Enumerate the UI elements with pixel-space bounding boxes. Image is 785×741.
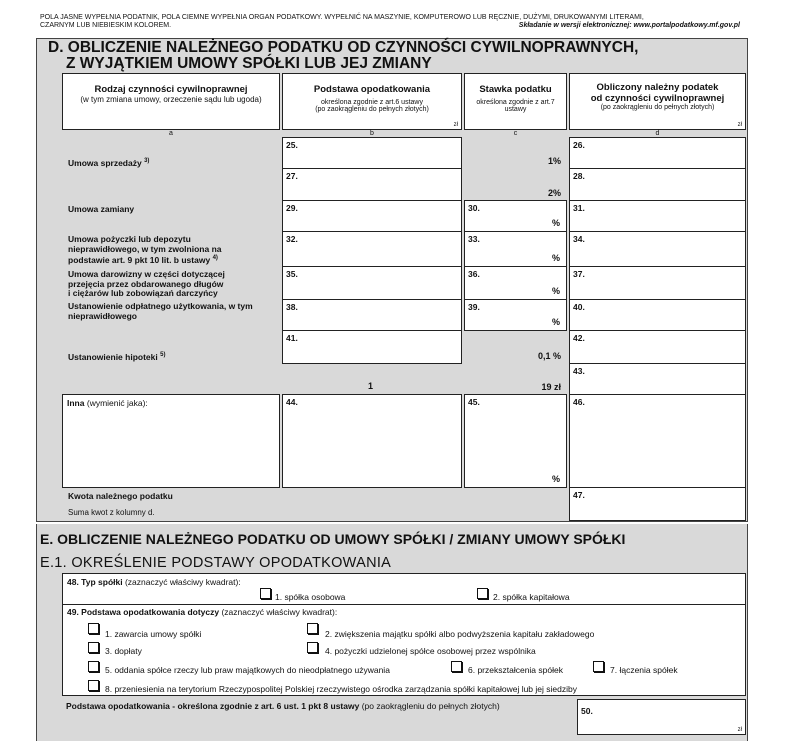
checkbox-q49-3[interactable] (88, 642, 99, 653)
checkbox-spolka-kapitalowa[interactable] (477, 588, 488, 599)
field-37[interactable]: 37. (569, 266, 746, 300)
field-50[interactable]: 50. zł (577, 699, 746, 735)
rate-hipoteka: 0,1 % (537, 351, 561, 361)
column-c-header: Stawka podatku określona zgodnie z art.7 ustawy (464, 73, 567, 130)
field-36[interactable]: 36. % (464, 266, 567, 300)
row-label-pozyczka: Umowa pożyczki lub depozytu nieprawidłowego, w tym zwolniona na podstawie art. 9 pkt 10 lit. b ustawy $^{4)}$ (68, 234, 222, 265)
field-46[interactable]: 46. (569, 394, 746, 488)
form-instructions (40, 14, 740, 30)
q49-box: 49. Podstawa opodatkowania dotyczy (zaznaczyć właściwy kwadrat): 1. zawarcia umowy spółki 2. zwiększenia majątku spółki albo podwyższenia kapitału zakładowego 3. dopłaty 4. pożyczki udzielonej spółce osobowej przez wspólnika 5. oddania spółce rzeczy lub praw majątkowych do nieodpłatnego używania 6. przekształcenia spółek 7. łączenia spółek 8. przeniesienia na terytorium Rzeczypospolitej Polskiej rzeczywistego ośrodka zarządzania spółki kapitałowej lub jej siedziby (62, 604, 746, 696)
checkbox-q49-2[interactable] (307, 623, 318, 634)
instructions-line-1: POLA JASNE WYPEŁNIA PODATNIK, POLA CIEMNE WYPEŁNIA ORGAN PODATKOWY. WYPEŁNIĆ NA MASZYNIE, KOMPUTEROWO LUB RĘCZNIE, DUŻYMI, DRUKOWANYMI LITERAMI, (40, 14, 644, 21)
q48-box: 48. Typ spółki (zaznaczyć właściwy kwadrat): 1. spółka osobowa 2. spółka kapitałowa (62, 573, 746, 605)
checkbox-q49-7[interactable] (593, 661, 604, 672)
field-47[interactable]: 47. (569, 487, 746, 521)
row-label-kwota: Kwota należnego podatku Suma kwot z kolumny d. (68, 491, 173, 517)
column-letter-b: b (370, 130, 374, 137)
field-40[interactable]: 40. (569, 299, 746, 331)
row-label-zamiana: Umowa zamiany (68, 204, 135, 214)
option-spolka-osobowa: 1. spółka osobowa (275, 592, 346, 602)
field-28[interactable]: 28. (569, 168, 746, 201)
checkbox-q49-8[interactable] (88, 680, 99, 691)
checkbox-q49-1[interactable] (88, 623, 99, 634)
field-42[interactable]: 42. (569, 330, 746, 364)
instructions-line-2: CZARNYM LUB NIEBIESKIM KOLOREM. (40, 22, 172, 29)
hipoteka-base: 1 (368, 381, 374, 391)
rate-1pct: 1% (547, 156, 561, 166)
field-41[interactable]: 41. (282, 330, 462, 364)
checkbox-q49-6[interactable] (451, 661, 462, 672)
section-e-title: E. OBLICZENIE NALEŻNEGO PODATKU OD UMOWY SPÓŁKI / ZMIANY UMOWY SPÓŁKI (40, 531, 626, 547)
column-letter-c: c (513, 130, 518, 137)
column-b-header: Podstawa opodatkowania określona zgodnie z art.6 ustawy (po zaokrągleniu do pełnych złotych) zł (282, 73, 462, 130)
column-letter-a: a (169, 130, 173, 137)
column-letter-d: d (655, 130, 660, 137)
row-label-uzytkowanie: Ustanowienie odpłatnego użytkowania, w tym nieprawidłowego (68, 301, 253, 321)
field-inna-description[interactable]: Inna (wymienić jaka): (62, 394, 280, 488)
field-27[interactable]: 27. (282, 168, 462, 201)
field-43[interactable]: 43. (569, 363, 746, 395)
field-39[interactable]: 39. % (464, 299, 567, 331)
electronic-submission-note: Składanie w wersji elektronicznej: www.portalpodatkowy.mf.gov.pl (518, 22, 740, 29)
field-33[interactable]: 33. % (464, 231, 567, 267)
column-d-header: Obliczony należny podatek od czynności cywilnoprawnej (po zaokrągleniu do pełnych złotych) zł (569, 73, 746, 130)
section-e1-title: E.1. OKREŚLENIE PODSTAWY OPODATKOWANIA (40, 555, 392, 571)
field-38[interactable]: 38. (282, 299, 462, 331)
field-31[interactable]: 31. (569, 200, 746, 232)
row-label-hipoteka: Ustanowienie hipoteki $^{5)}$ (68, 352, 166, 362)
rate-2pct: 2% (547, 188, 561, 198)
field-25[interactable]: 25. (282, 137, 462, 169)
checkbox-q49-4[interactable] (307, 642, 318, 653)
field-35[interactable]: 35. (282, 266, 462, 300)
checkbox-spolka-osobowa[interactable] (260, 588, 271, 599)
field-30[interactable]: 30. % (464, 200, 567, 232)
field-44[interactable]: 44. (282, 394, 462, 488)
hipoteka-tax: 19 zł (541, 382, 561, 392)
row-label-sprzedaz: Umowa sprzedaży $^{3)}$ (68, 158, 150, 168)
base-label-row: Podstawa opodatkowania - określona zgodnie z art. 6 ust. 1 pkt 8 ustawy (po zaokrągleniu do pełnych złotych) (66, 701, 500, 711)
field-45[interactable]: 45. % (464, 394, 567, 488)
row-label-darowizna: Umowa darowizny w części dotyczącej przejęcia przez obdarowanego długów i ciężarów lub zobowiązań darczyńcy (68, 269, 225, 298)
field-32[interactable]: 32. (282, 231, 462, 267)
field-34[interactable]: 34. (569, 231, 746, 267)
field-29[interactable]: 29. (282, 200, 462, 232)
field-26[interactable]: 26. (569, 137, 746, 169)
section-d-title: D. OBLICZENIE NALEŻNEGO PODATKU OD CZYNNOŚCI CYWILNOPRAWNYCH, Z WYJĄTKIEM UMOWY SPÓŁKI LUB JEJ ZMIANY (48, 39, 639, 72)
column-a-header: Rodzaj czynności cywilnoprawnej (w tym zmiana umowy, orzeczenie sądu lub ugoda) (62, 73, 280, 130)
checkbox-q49-5[interactable] (88, 661, 99, 672)
option-spolka-kapitalowa: 2. spółka kapitałowa (493, 592, 570, 602)
